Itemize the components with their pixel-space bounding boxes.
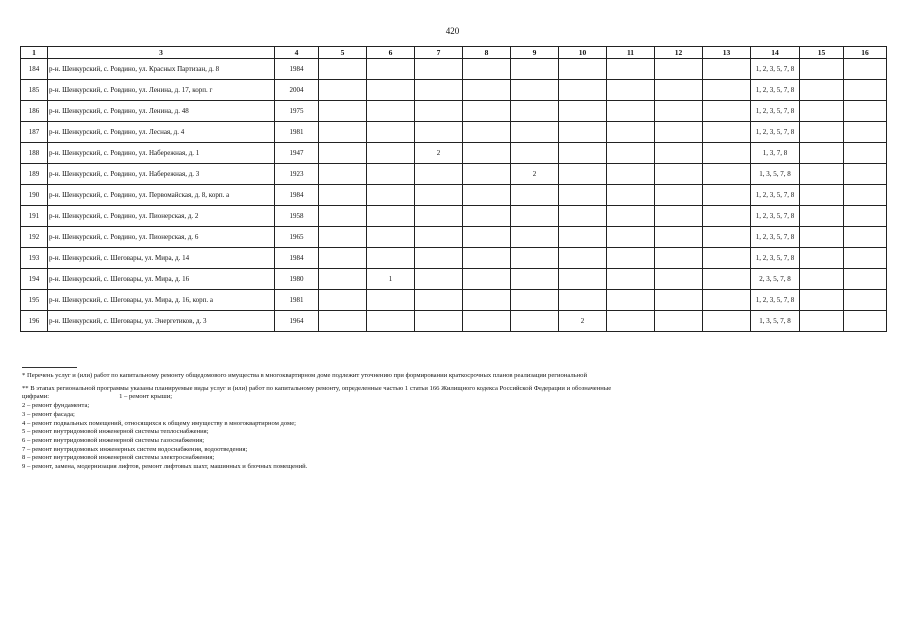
table-row xyxy=(21,101,887,122)
stage-15-cell xyxy=(800,290,844,311)
stage-5-cell xyxy=(319,185,367,206)
stage-11-cell xyxy=(607,101,655,122)
address-cell: р-н. Шенкурский, с. Ровдино, ул. Пионерская, д. 6 xyxy=(48,227,275,248)
stage-9-cell xyxy=(511,185,559,206)
year-cell: 1958 xyxy=(275,206,319,227)
stage-16-cell xyxy=(844,122,887,143)
header-cell: 13 xyxy=(703,47,751,59)
stage-11-cell xyxy=(607,290,655,311)
stage-5-cell xyxy=(319,248,367,269)
stage-8-cell xyxy=(463,143,511,164)
row-number-cell: 190 xyxy=(21,185,48,206)
stage-6-cell xyxy=(367,143,415,164)
stage-8-cell xyxy=(463,269,511,290)
table-row xyxy=(21,248,887,269)
table-row xyxy=(21,143,887,164)
stage-5-cell xyxy=(319,122,367,143)
header-cell: 15 xyxy=(800,47,844,59)
stage-15-cell xyxy=(800,311,844,332)
stage-9-cell xyxy=(511,80,559,101)
stage-12-cell xyxy=(655,248,703,269)
table-row xyxy=(21,122,887,143)
row-number-cell: 196 xyxy=(21,311,48,332)
work-types-cell: 1, 2, 3, 5, 7, 8 xyxy=(751,290,800,311)
stage-11-cell xyxy=(607,143,655,164)
stage-10-cell xyxy=(559,164,607,185)
header-cell: 14 xyxy=(751,47,800,59)
stage-15-cell xyxy=(800,206,844,227)
stage-15-cell xyxy=(800,122,844,143)
header-cell: 8 xyxy=(463,47,511,59)
address-cell: р-н. Шенкурский, с. Шеговары, ул. Мира, д. 16, корп. а xyxy=(48,290,275,311)
stage-7-cell xyxy=(415,269,463,290)
stage-13-cell xyxy=(703,206,751,227)
stage-11-cell xyxy=(607,122,655,143)
stage-16-cell xyxy=(844,164,887,185)
stage-16-cell xyxy=(844,227,887,248)
row-number-cell: 195 xyxy=(21,290,48,311)
table-row xyxy=(21,227,887,248)
work-type-9: 9 – ремонт, замена, модернизация лифтов, ремонт лифтовых шахт, машинных и блочных помещений. xyxy=(22,463,308,471)
stage-7-cell xyxy=(415,164,463,185)
stage-7-cell xyxy=(415,122,463,143)
footnote-divider xyxy=(22,367,77,368)
stage-15-cell xyxy=(800,164,844,185)
year-cell: 1981 xyxy=(275,290,319,311)
stage-10-cell xyxy=(559,80,607,101)
stage-10-cell xyxy=(559,206,607,227)
stage-11-cell xyxy=(607,227,655,248)
year-cell: 2004 xyxy=(275,80,319,101)
stage-10-cell xyxy=(559,227,607,248)
header-cell: 16 xyxy=(844,47,887,59)
stage-13-cell xyxy=(703,143,751,164)
stage-5-cell xyxy=(319,164,367,185)
stage-12-cell xyxy=(655,206,703,227)
footnote-1: * Перечень услуг и (или) работ по капитальному ремонту общедомового имущества в многоквартирном доме подлежит уточнению при формировании краткосрочных планов реализации региональной xyxy=(22,372,587,379)
stage-7-cell xyxy=(415,290,463,311)
footnote-digits-line xyxy=(22,393,892,402)
stage-5-cell xyxy=(319,269,367,290)
work-types-cell: 1, 2, 3, 5, 7, 8 xyxy=(751,122,800,143)
stage-10-cell xyxy=(559,248,607,269)
stage-13-cell xyxy=(703,269,751,290)
row-number-cell: 188 xyxy=(21,143,48,164)
stage-8-cell xyxy=(463,164,511,185)
work-type-7: 7 – ремонт внутридомовых инженерных систем водоснабжения, водоотведения; xyxy=(22,445,248,453)
stage-8-cell xyxy=(463,311,511,332)
stage-16-cell xyxy=(844,311,887,332)
work-type-5: 5 – ремонт внутридомовой инженерной системы теплоснабжения; xyxy=(22,428,209,436)
stage-11-cell xyxy=(607,311,655,332)
row-number-cell: 192 xyxy=(21,227,48,248)
stage-6-cell xyxy=(367,164,415,185)
address-cell: р-н. Шенкурский, с. Ровдино, ул. Набережная, д. 3 xyxy=(48,164,275,185)
digits-label: цифрами: xyxy=(22,393,50,401)
table-header-row xyxy=(21,47,887,59)
stage-9-cell xyxy=(511,269,559,290)
table-row xyxy=(21,290,887,311)
header-cell: 9 xyxy=(511,47,559,59)
stage-12-cell xyxy=(655,164,703,185)
stage-6-cell xyxy=(367,248,415,269)
stage-13-cell xyxy=(703,185,751,206)
stage-11-cell xyxy=(607,269,655,290)
stage-16-cell xyxy=(844,59,887,80)
work-type-3: 3 – ремонт фасада; xyxy=(22,410,75,418)
stage-8-cell xyxy=(463,122,511,143)
stage-6-cell xyxy=(367,80,415,101)
stage-15-cell xyxy=(800,80,844,101)
work-type-6: 6 – ремонт внутридомовой инженерной системы газоснабжения; xyxy=(22,436,205,444)
address-cell: р-н. Шенкурский, с. Шеговары, ул. Энергетиков, д. 3 xyxy=(48,311,275,332)
work-types-cell: 1, 3, 5, 7, 8 xyxy=(751,164,800,185)
address-cell: р-н. Шенкурский, с. Шеговары, ул. Мира, д. 14 xyxy=(48,248,275,269)
stage-9-cell xyxy=(511,311,559,332)
stage-13-cell xyxy=(703,227,751,248)
work-types-cell: 1, 2, 3, 5, 7, 8 xyxy=(751,248,800,269)
work-type-8: 8 – ремонт внутридомовой инженерной системы электроснабжения; xyxy=(22,454,215,462)
stage-7-cell xyxy=(415,185,463,206)
row-number-cell: 194 xyxy=(21,269,48,290)
stage-10-cell xyxy=(559,143,607,164)
stage-6-cell xyxy=(367,206,415,227)
work-type-1: 1 – ремонт крыши; xyxy=(119,393,173,401)
table-row xyxy=(21,185,887,206)
stage-10-cell xyxy=(559,59,607,80)
stage-5-cell xyxy=(319,59,367,80)
stage-16-cell xyxy=(844,290,887,311)
stage-7-cell xyxy=(415,101,463,122)
footnotes xyxy=(22,372,892,472)
stage-7-cell: 2 xyxy=(415,143,463,164)
stage-12-cell xyxy=(655,101,703,122)
header-cell: 10 xyxy=(559,47,607,59)
work-types-cell: 1, 2, 3, 5, 7, 8 xyxy=(751,206,800,227)
stage-8-cell xyxy=(463,290,511,311)
year-cell: 1975 xyxy=(275,101,319,122)
stage-13-cell xyxy=(703,290,751,311)
header-cell: 12 xyxy=(655,47,703,59)
table-row xyxy=(21,311,887,332)
year-cell: 1984 xyxy=(275,59,319,80)
stage-10-cell xyxy=(559,122,607,143)
stage-13-cell xyxy=(703,164,751,185)
work-types-cell: 1, 3, 7, 8 xyxy=(751,143,800,164)
row-number-cell: 184 xyxy=(21,59,48,80)
stage-8-cell xyxy=(463,59,511,80)
stage-16-cell xyxy=(844,80,887,101)
year-cell: 1947 xyxy=(275,143,319,164)
stage-16-cell xyxy=(844,101,887,122)
stage-11-cell xyxy=(607,164,655,185)
row-number-cell: 187 xyxy=(21,122,48,143)
table-row xyxy=(21,80,887,101)
stage-6-cell xyxy=(367,227,415,248)
address-cell: р-н. Шенкурский, с. Ровдино, ул. Лесная, д. 4 xyxy=(48,122,275,143)
stage-13-cell xyxy=(703,80,751,101)
stage-15-cell xyxy=(800,248,844,269)
stage-6-cell xyxy=(367,122,415,143)
stage-11-cell xyxy=(607,248,655,269)
stage-5-cell xyxy=(319,290,367,311)
stage-8-cell xyxy=(463,185,511,206)
page-number: 420 xyxy=(445,26,460,36)
address-cell: р-н. Шенкурский, с. Ровдино, ул. Ленина, д. 17, корп. г xyxy=(48,80,275,101)
stage-13-cell xyxy=(703,122,751,143)
stage-7-cell xyxy=(415,59,463,80)
year-cell: 1981 xyxy=(275,122,319,143)
table-row xyxy=(21,269,887,290)
year-cell: 1964 xyxy=(275,311,319,332)
stage-9-cell xyxy=(511,101,559,122)
stage-12-cell xyxy=(655,227,703,248)
address-cell: р-н. Шенкурский, с. Ровдино, ул. Красных Партизан, д. 8 xyxy=(48,59,275,80)
stage-13-cell xyxy=(703,101,751,122)
stage-7-cell xyxy=(415,227,463,248)
address-cell: р-н. Шенкурский, с. Ровдино, ул. Ленина, д. 48 xyxy=(48,101,275,122)
stage-11-cell xyxy=(607,206,655,227)
header-cell: 1 xyxy=(21,47,48,59)
stage-5-cell xyxy=(319,311,367,332)
header-cell: 5 xyxy=(319,47,367,59)
header-cell: 6 xyxy=(367,47,415,59)
stage-7-cell xyxy=(415,206,463,227)
stage-9-cell xyxy=(511,59,559,80)
stage-8-cell xyxy=(463,80,511,101)
stage-6-cell xyxy=(367,311,415,332)
stage-16-cell xyxy=(844,269,887,290)
stage-5-cell xyxy=(319,80,367,101)
stage-7-cell xyxy=(415,80,463,101)
stage-12-cell xyxy=(655,122,703,143)
stage-6-cell xyxy=(367,59,415,80)
stage-10-cell xyxy=(559,185,607,206)
header-cell: 4 xyxy=(275,47,319,59)
work-type-4: 4 – ремонт подвальных помещений, относящихся к общему имуществу в многоквартирном доме; xyxy=(22,419,296,427)
stage-11-cell xyxy=(607,59,655,80)
stage-5-cell xyxy=(319,143,367,164)
footnote-2: ** В этапах региональной программы указаны планируемые виды услуг и (или) работ по капитальному ремонту, определенные частью 1 статьи 166 Жилищного кодекса Российской Федерации и обозначенные xyxy=(22,384,612,392)
stage-10-cell: 2 xyxy=(559,311,607,332)
stage-12-cell xyxy=(655,59,703,80)
row-number-cell: 189 xyxy=(21,164,48,185)
stage-12-cell xyxy=(655,269,703,290)
stage-16-cell xyxy=(844,185,887,206)
work-types-cell: 1, 2, 3, 5, 7, 8 xyxy=(751,101,800,122)
stage-11-cell xyxy=(607,80,655,101)
row-number-cell: 185 xyxy=(21,80,48,101)
stage-9-cell: 2 xyxy=(511,164,559,185)
stage-10-cell xyxy=(559,290,607,311)
stage-15-cell xyxy=(800,185,844,206)
stage-16-cell xyxy=(844,248,887,269)
stage-6-cell xyxy=(367,185,415,206)
stage-13-cell xyxy=(703,248,751,269)
stage-12-cell xyxy=(655,143,703,164)
year-cell: 1984 xyxy=(275,248,319,269)
work-types-cell: 1, 2, 3, 5, 7, 8 xyxy=(751,59,800,80)
address-cell: р-н. Шенкурский, с. Шеговары, ул. Мира, д. 16 xyxy=(48,269,275,290)
table-row xyxy=(21,59,887,80)
stage-12-cell xyxy=(655,290,703,311)
work-types-cell: 1, 3, 5, 7, 8 xyxy=(751,311,800,332)
address-cell: р-н. Шенкурский, с. Ровдино, ул. Первомайская, д. 8, корп. а xyxy=(48,185,275,206)
stage-6-cell: 1 xyxy=(367,269,415,290)
row-number-cell: 186 xyxy=(21,101,48,122)
year-cell: 1980 xyxy=(275,269,319,290)
work-type-2: 2 – ремонт фундамента; xyxy=(22,402,90,410)
year-cell: 1923 xyxy=(275,164,319,185)
stage-7-cell xyxy=(415,311,463,332)
stage-9-cell xyxy=(511,227,559,248)
stage-9-cell xyxy=(511,143,559,164)
stage-7-cell xyxy=(415,248,463,269)
work-types-cell: 1, 2, 3, 5, 7, 8 xyxy=(751,227,800,248)
stage-15-cell xyxy=(800,143,844,164)
address-cell: р-н. Шенкурский, с. Ровдино, ул. Набережная, д. 1 xyxy=(48,143,275,164)
address-cell: р-н. Шенкурский, с. Ровдино, ул. Пионерская, д. 2 xyxy=(48,206,275,227)
stage-15-cell xyxy=(800,227,844,248)
work-types-cell: 1, 2, 3, 5, 7, 8 xyxy=(751,80,800,101)
stage-12-cell xyxy=(655,80,703,101)
stage-15-cell xyxy=(800,269,844,290)
header-cell: 7 xyxy=(415,47,463,59)
table-row xyxy=(21,206,887,227)
stage-16-cell xyxy=(844,206,887,227)
stage-11-cell xyxy=(607,185,655,206)
work-types-cell: 2, 3, 5, 7, 8 xyxy=(751,269,800,290)
stage-13-cell xyxy=(703,311,751,332)
header-cell: 3 xyxy=(48,47,275,59)
row-number-cell: 191 xyxy=(21,206,48,227)
stage-9-cell xyxy=(511,290,559,311)
stage-15-cell xyxy=(800,101,844,122)
stage-15-cell xyxy=(800,59,844,80)
stage-10-cell xyxy=(559,101,607,122)
stage-12-cell xyxy=(655,311,703,332)
year-cell: 1965 xyxy=(275,227,319,248)
stage-6-cell xyxy=(367,290,415,311)
stage-5-cell xyxy=(319,227,367,248)
year-cell: 1984 xyxy=(275,185,319,206)
stage-10-cell xyxy=(559,269,607,290)
stage-12-cell xyxy=(655,185,703,206)
header-cell: 11 xyxy=(607,47,655,59)
stage-16-cell xyxy=(844,143,887,164)
work-types-cell: 1, 2, 3, 5, 7, 8 xyxy=(751,185,800,206)
stage-9-cell xyxy=(511,248,559,269)
stage-6-cell xyxy=(367,101,415,122)
stage-13-cell xyxy=(703,59,751,80)
stage-8-cell xyxy=(463,206,511,227)
stage-5-cell xyxy=(319,101,367,122)
stage-8-cell xyxy=(463,248,511,269)
stage-8-cell xyxy=(463,101,511,122)
stage-9-cell xyxy=(511,122,559,143)
stage-5-cell xyxy=(319,206,367,227)
stage-9-cell xyxy=(511,206,559,227)
table-row xyxy=(21,164,887,185)
stage-8-cell xyxy=(463,227,511,248)
repair-program-table xyxy=(20,46,887,332)
row-number-cell: 193 xyxy=(21,248,48,269)
